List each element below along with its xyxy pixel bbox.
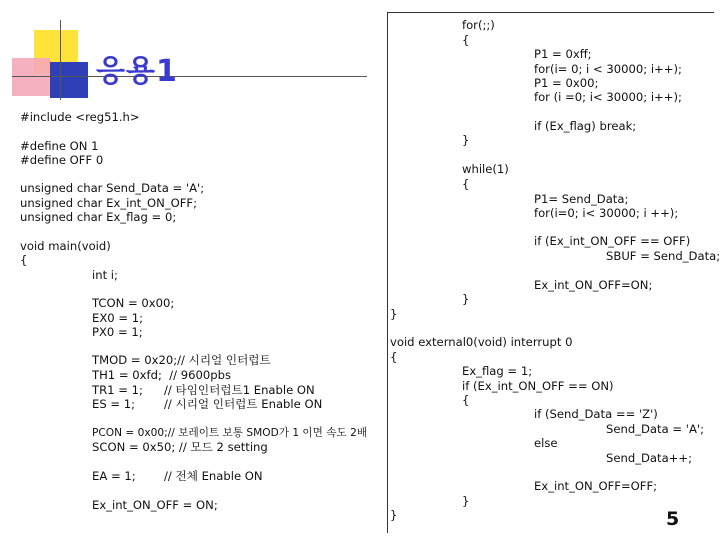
code-line: if (Ex_int_ON_OFF == OFF) bbox=[534, 234, 691, 248]
code-line: else bbox=[534, 436, 558, 450]
code-line: { bbox=[390, 350, 398, 364]
code-line: #define OFF 0 bbox=[20, 153, 104, 167]
code-line: void external0(void) interrupt 0 bbox=[390, 335, 573, 349]
decor-pink-square bbox=[12, 58, 50, 96]
code-line: TH1 = 0xfd; // 9600pbs bbox=[92, 368, 231, 382]
decor-horizontal-line bbox=[12, 76, 367, 77]
code-line: TR1 = 1; bbox=[92, 383, 143, 397]
code-line: P1= Send_Data; bbox=[534, 192, 629, 206]
code-line: unsigned char Ex_int_ON_OFF; bbox=[20, 196, 197, 210]
code-line: SBUF = Send_Data; bbox=[606, 249, 720, 263]
code-line: for(i=0; i< 30000; i ++); bbox=[534, 206, 679, 220]
code-line: TCON = 0x00; bbox=[92, 296, 175, 310]
code-line: Ex_int_ON_OFF=OFF; bbox=[534, 479, 658, 493]
decor-blue-square bbox=[50, 62, 88, 98]
code-line: { bbox=[462, 33, 470, 47]
code-line: EA = 1; bbox=[92, 469, 136, 483]
code-line: while(1) bbox=[462, 162, 509, 176]
code-line: } bbox=[462, 133, 470, 147]
code-line: Ex_int_ON_OFF=ON; bbox=[534, 278, 653, 292]
code-line: P1 = 0x00; bbox=[534, 76, 599, 90]
code-line: if (Send_Data == 'Z') bbox=[534, 407, 658, 421]
code-line: if (Ex_int_ON_OFF == ON) bbox=[462, 379, 614, 393]
code-line: #define ON 1 bbox=[20, 139, 99, 153]
code-line: EX0 = 1; bbox=[92, 311, 144, 325]
code-line: SCON = 0x50; // 모드 2 setting bbox=[92, 440, 268, 454]
code-line: } bbox=[390, 307, 398, 321]
code-line: void main(void) bbox=[20, 239, 111, 253]
code-comment: // 시리얼 인터럽트 Enable ON bbox=[164, 397, 323, 411]
code-comment: // 전체 Enable ON bbox=[164, 469, 263, 483]
code-line: unsigned char Send_Data = 'A'; bbox=[20, 181, 205, 195]
code-line: if (Ex_flag) break; bbox=[534, 119, 637, 133]
code-line: { bbox=[462, 177, 470, 191]
code-comment: // 타임인터럽트1 Enable ON bbox=[164, 383, 315, 397]
code-line: Ex_flag = 1; bbox=[462, 364, 533, 378]
code-line: for(i= 0; i < 30000; i++); bbox=[534, 62, 682, 76]
code-line: Send_Data++; bbox=[606, 451, 693, 465]
slide-title: 응용1 bbox=[96, 54, 178, 89]
code-line: } bbox=[462, 494, 470, 508]
code-line: Ex_int_ON_OFF = ON; bbox=[92, 498, 218, 512]
code-line: ES = 1; bbox=[92, 397, 136, 411]
code-line: PX0 = 1; bbox=[92, 325, 143, 339]
code-line: } bbox=[390, 508, 398, 522]
code-line: { bbox=[462, 393, 470, 407]
code-line: TMOD = 0x20;// 시리얼 인터럽트 bbox=[92, 353, 271, 367]
code-line: PCON = 0x00;// 보레이트 보통 SMOD가 1 이면 속도 2배 bbox=[92, 427, 368, 439]
code-line: #include <reg51.h> bbox=[20, 110, 140, 124]
page-number: 5 bbox=[666, 508, 680, 530]
code-line: for(;;) bbox=[462, 18, 495, 32]
code-line: Send_Data = 'A'; bbox=[606, 422, 704, 436]
code-line: for (i =0; i< 30000; i++); bbox=[534, 90, 682, 104]
code-line: int i; bbox=[92, 268, 118, 282]
code-line: unsigned char Ex_flag = 0; bbox=[20, 210, 177, 224]
code-line: } bbox=[462, 292, 470, 306]
decor-vertical-line bbox=[60, 20, 61, 100]
code-line: P1 = 0xff; bbox=[534, 47, 592, 61]
code-line: { bbox=[20, 253, 28, 267]
